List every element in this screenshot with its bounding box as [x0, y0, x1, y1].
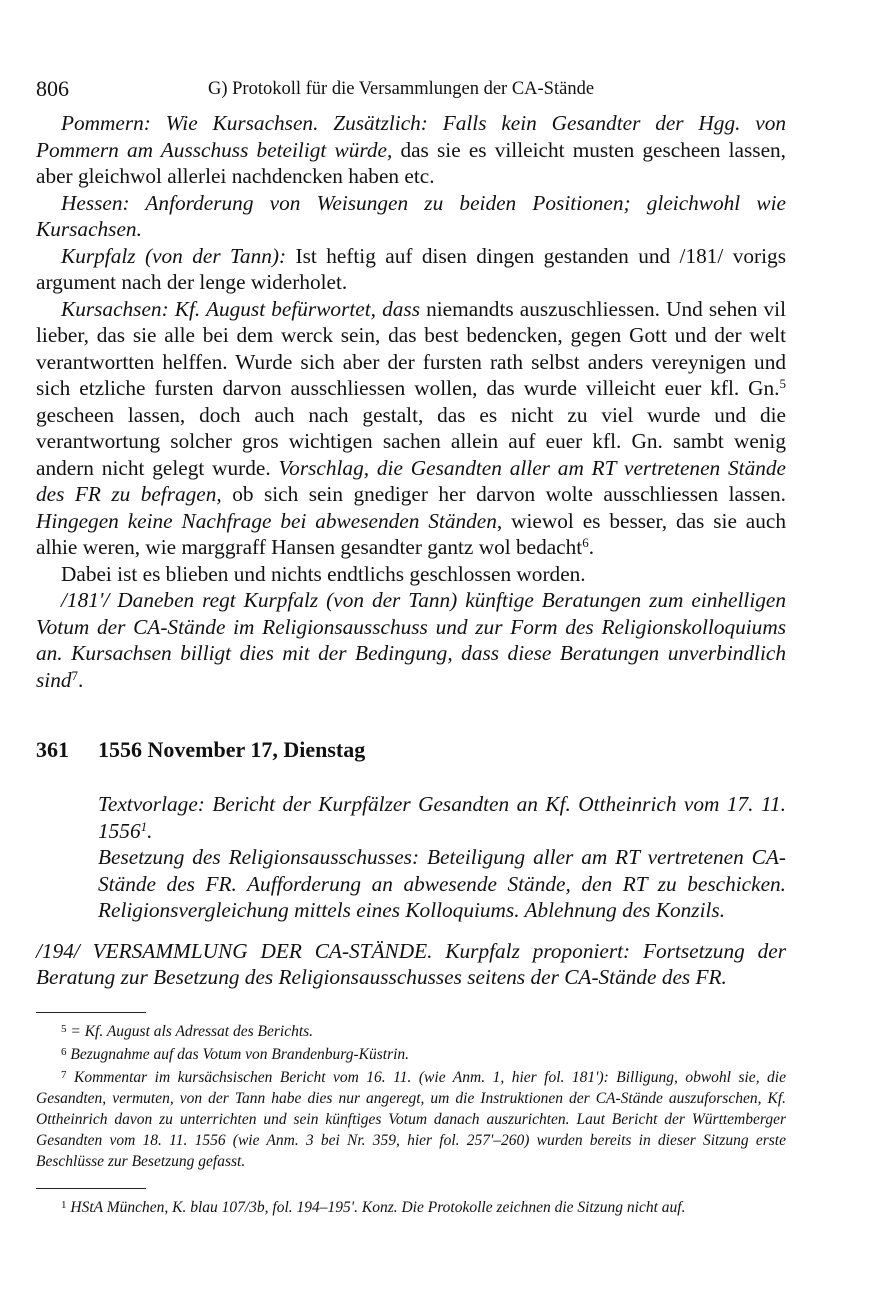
paragraph-pommern	[36, 110, 786, 190]
footnote-ref[interactable]: 1	[140, 818, 148, 834]
editorial-italic: Pommern: Wie Kursachsen. Zusätzlich: Falls kein Gesandter der Hgg. von Pommern am Ausschuss beteiligt würde,	[36, 111, 786, 162]
footnote-5	[36, 1019, 786, 1042]
paragraph-hessen	[36, 190, 786, 243]
body-text	[36, 110, 786, 693]
source-text: das sie es villeicht musten gescheen lassen, aber gleichwol allerlei nachdencken haben etc.	[36, 137, 786, 188]
footnote-1	[36, 1195, 786, 1218]
footnote-text: HStA München, K. blau 107/3b, fol. 194–195'. Konz. Die Protokolle zeichnen die Sitzung nicht auf.	[70, 1198, 686, 1216]
footnote-7	[36, 1065, 786, 1172]
section-heading	[36, 737, 786, 763]
paragraph-dabei	[36, 561, 786, 588]
paragraph-daneben	[36, 587, 786, 693]
source-text: ob sich sein gnediger her darvon wolte ausschliessen lassen.	[221, 482, 786, 506]
section-title: 1556 November 17, Dienstag	[98, 737, 366, 762]
page	[36, 76, 786, 1218]
textvorlage-line	[98, 791, 786, 844]
textvorlage-text: Textvorlage: Bericht der Kurpfälzer Gesandten an Kf. Ottheinrich vom 17. 11. 1556	[98, 792, 786, 843]
footnote-text: = Kf. August als Adressat des Berichts.	[70, 1022, 314, 1040]
editorial-italic: /181'/ Daneben regt Kurpfalz (von der Tann) künftige Beratungen zum einhelligen Votum der CA-Stände im Religionsausschuss und zur Form des Religionskolloquiums an. Kursachsen billigt dies mit der Bedingung, dass diese Beratungen unverbindlich sind	[36, 588, 786, 692]
source-text: gescheen lassen, doch auch nach gestalt, das es nicht zu viel wurde und die verantwortung solcher gros wichtigen sachen allein auf euer kfl. Gn. sambt wenig andern nicht gelegt wurde.	[36, 402, 786, 480]
editorial-italic: Hingegen keine Nachfrage bei abwesenden Ständen,	[36, 508, 503, 533]
footnotes-upper	[36, 1019, 786, 1172]
editorial-italic: Kursachsen: Kf. August befürwortet, dass	[61, 296, 420, 321]
editorial-italic: Kurpfalz (von der Tann):	[61, 243, 287, 268]
footnotes-lower	[36, 1195, 786, 1218]
footnote-mark: 1	[61, 1198, 67, 1211]
summary-text: Besetzung des Religionsausschusses: Beteiligung aller am RT vertretenen CA-Stände des FR. Aufforderung an abwesende Stände, den RT zu beschicken. Religionsvergleichung mittels eines Kolloquiums. Ablehnung des Konzils.	[98, 845, 786, 922]
footnote-mark: 6	[61, 1045, 67, 1058]
punctuation: .	[588, 535, 595, 559]
section-abstract	[98, 791, 786, 924]
editorial-italic: Hessen: Anforderung von Weisungen zu beiden Positionen; gleichwohl wie Kursachsen.	[36, 190, 786, 241]
section-number: 361	[36, 737, 69, 762]
footnote-text: Kommentar im kursächsischen Bericht vom 16. 11. (wie Anm. 1, hier fol. 181'): Billigung, obwohl sie, die Gesandten, vermuten, von der Tann habe dies nur angeregt, um die Instruktionen der CA-Stände auszuforschen, Kf. Ottheinrich davon zu unterrichten und sein künftiges Votum danach auszurichten. Laut Bericht der Württemberger Gesandten vom 18. 11. 1556 (wie Anm. 3 bei Nr. 359, hier fol. 257'–260) wurden bereits in dieser Sitzung erste Beschlüsse zur Besetzung gefasst.	[36, 1068, 786, 1170]
footnote-ref[interactable]: 5	[779, 376, 786, 391]
source-text: niemandts auszuschliessen. Und sehen vil lieber, das sie alle bei dem werck sein, das best bedencken, gegen Gott und der welt verantwortten helffen. Wurde sich aber der fursten rath selbst anders vereynigen und sich etzliche fursten darvon ausschliessen wollen, das wurde villeicht euer kfl. Gn.	[36, 296, 786, 400]
running-head: G) Protokoll für die Versammlungen der CA-Stände	[208, 79, 595, 99]
footnote-ref[interactable]: 7	[71, 667, 79, 683]
paragraph-kursachsen	[36, 296, 786, 561]
source-text: Ist heftig auf disen dingen gestanden und /181/ vorigs argument nach der lenge widerholet.	[36, 243, 786, 294]
footnote-divider	[36, 1012, 146, 1013]
page-header	[36, 76, 786, 110]
footnote-mark: 5	[61, 1022, 67, 1035]
versammlung-paragraph: /194/ VERSAMMLUNG DER CA-STÄNDE. Kurpfalz proponiert: Fortsetzung der Beratung zur Besetzung des Religionsausschusses seitens der CA-Stände des FR.	[36, 938, 786, 989]
footnote-mark: 7	[61, 1068, 67, 1081]
page-number: 806	[36, 76, 69, 101]
footnote-6	[36, 1042, 786, 1065]
source-text: Dabei ist es blieben und nichts endtlichs geschlossen worden.	[61, 561, 586, 586]
summary-line	[98, 844, 786, 924]
footnote-text: Bezugnahme auf das Votum von Brandenburg-Küstrin.	[70, 1045, 410, 1063]
paragraph-kurpfalz	[36, 243, 786, 296]
source-text: wiewol es besser, das sie auch alhie weren, wie marggraff Hansen gesandter gantz wol bedacht	[36, 508, 787, 559]
punctuation: .	[147, 818, 153, 843]
footnote-divider	[36, 1188, 146, 1189]
punctuation: .	[78, 667, 84, 692]
footnote-ref[interactable]: 6	[582, 535, 589, 550]
editorial-italic: Vorschlag, die Gesandten aller am RT vertretenen Stände des FR zu befragen,	[36, 455, 786, 506]
